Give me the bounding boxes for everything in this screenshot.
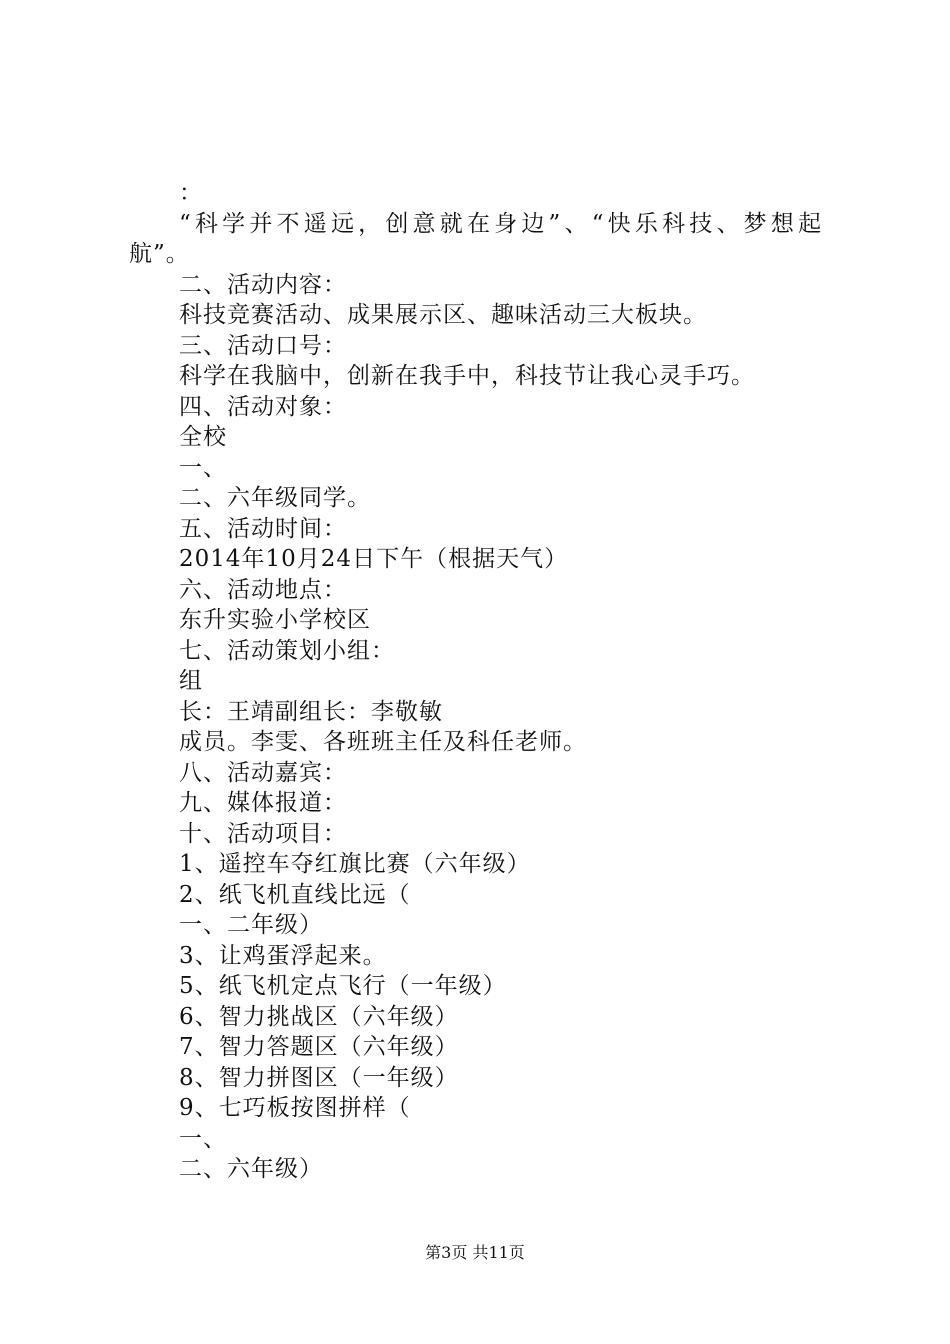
- text-line: “科学并不遥远，创意就在身边”、“快乐科技、梦想起: [179, 210, 826, 237]
- section-heading: 十、活动项目：: [179, 820, 347, 847]
- list-item: 1、遥控车夺红旗比赛（六年级）: [179, 851, 531, 877]
- text-line: 全校: [179, 424, 227, 450]
- list-item: 8、智力拼图区（一年级）: [179, 1064, 459, 1091]
- section-heading: 五、活动时间：: [179, 515, 347, 542]
- section-heading: 九、媒体报道：: [179, 790, 347, 816]
- text-line: 一、: [179, 1125, 227, 1152]
- text-line: 一、二年级）: [179, 912, 323, 938]
- text-line: 2014年10月24日下午（根据天气）: [179, 546, 569, 572]
- text-line: 一、: [179, 454, 227, 481]
- list-item: 7、智力答题区（六年级）: [179, 1034, 459, 1060]
- text-line: 长：王靖副组长：李敬敏: [179, 698, 443, 725]
- document-body: [129, 178, 839, 1185]
- section-heading: 八、活动嘉宾：: [179, 759, 347, 786]
- page-footer: [0, 1243, 950, 1263]
- section-heading: 三、活动口号：: [179, 332, 347, 359]
- section-heading: 七、活动策划小组：: [179, 637, 395, 664]
- list-item: 5、纸飞机定点飞行（一年级）: [179, 973, 507, 999]
- text-line: 成员。李雯、各班班主任及科任老师。: [179, 729, 587, 755]
- text-line: 科技竞赛活动、成果展示区、趣味活动三大板块。: [179, 302, 707, 328]
- section-heading: 二、活动内容：: [179, 271, 347, 298]
- list-item: 9、七巧板按图拼样（: [179, 1095, 411, 1121]
- page-number: 第3页 共11页: [425, 1243, 525, 1262]
- list-item: 2、纸飞机直线比远（: [179, 881, 411, 908]
- text-line: 航”。: [129, 241, 190, 267]
- text-line: 二、六年级）: [179, 1156, 323, 1182]
- text-line: 组: [179, 668, 203, 694]
- text-line: 东升实验小学校区: [179, 607, 371, 633]
- list-item: 6、智力挑战区（六年级）: [179, 1003, 459, 1030]
- section-heading: 六、活动地点：: [179, 576, 347, 603]
- text-line: ：: [179, 180, 203, 206]
- section-heading: 四、活动对象：: [179, 393, 347, 420]
- list-item: 3、让鸡蛋浮起来。: [179, 942, 387, 969]
- text-line: 科学在我脑中，创新在我手中，科技节让我心灵手巧。: [179, 363, 755, 389]
- text-line: 二、六年级同学。: [179, 485, 371, 511]
